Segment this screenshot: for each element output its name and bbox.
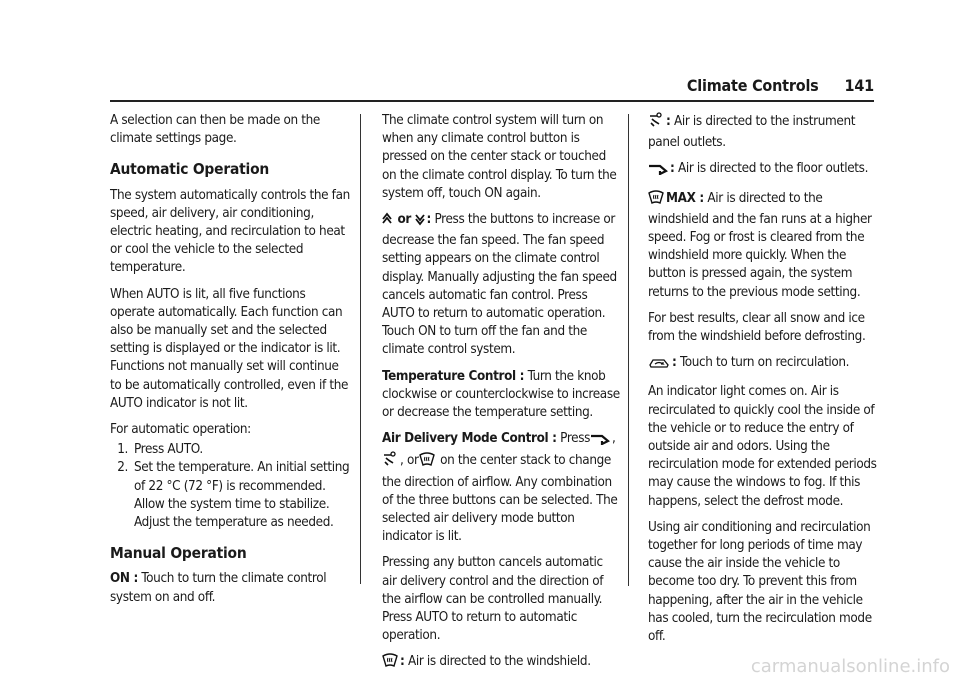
fan-down-icon bbox=[415, 212, 425, 232]
paragraph bbox=[648, 160, 880, 181]
windshield-defrost-icon bbox=[419, 452, 435, 473]
air-text: on the center stack to change the direction of airflow. Any combination of the three buttons can be selected. The selected air delivery mode button indicator is lit. bbox=[382, 453, 618, 545]
floor-colon: : bbox=[670, 161, 675, 177]
paragraph bbox=[382, 211, 620, 360]
recirculation-colon: : bbox=[672, 355, 677, 371]
air-delivery-label: Air Delivery Mode Control : bbox=[382, 431, 557, 447]
paragraph bbox=[648, 354, 880, 375]
paragraph bbox=[648, 190, 880, 302]
list-item bbox=[110, 459, 350, 532]
floor-vent-icon bbox=[590, 433, 610, 451]
step-number: 2. bbox=[117, 460, 128, 476]
air-or: , or bbox=[400, 453, 419, 469]
paragraph bbox=[382, 430, 620, 546]
page-number: 141 bbox=[844, 76, 874, 95]
manual-operation-heading: Manual Operation bbox=[110, 544, 247, 563]
section-title: Climate Controls bbox=[686, 76, 819, 95]
paragraph: Using air conditioning and recirculation together for long periods of time may cause the air inside the vehicle to become too dry. To prevent this from happening, after the air in the vehicle has cooled, turn the recirculation mode off. bbox=[648, 519, 872, 645]
windshield-colon: : bbox=[400, 654, 405, 670]
fan-or: or bbox=[397, 212, 412, 228]
recirculation-text: Touch to turn on recirculation. bbox=[679, 355, 850, 371]
paragraph bbox=[382, 368, 620, 423]
paragraph: The system automatically controls the fan speed, air delivery, air conditioning, electric heating, and recirculation to heat or cool the vehicle to the selected temperature. bbox=[110, 187, 350, 276]
paragraph: An indicator light comes on. Air is recirculated to quickly cool the inside of the vehicle or to reduce the entry of outside air and odors. Using the recirculation mode for extended periods may cause the windows to fog. If this happens, select the defrost mode. bbox=[648, 384, 877, 509]
on-label: ON : bbox=[110, 571, 138, 587]
windshield-text: Air is directed to the windshield. bbox=[407, 654, 591, 670]
column-divider bbox=[628, 114, 629, 586]
header-rule bbox=[110, 100, 874, 102]
air-comma: , bbox=[612, 431, 616, 447]
air-press: Press bbox=[560, 431, 591, 447]
fan-text: Press the buttons to increase or decrease the fan speed. The fan speed setting appears on the climate control display. Manually adjusting the fan speed cancels automatic fan control. Press AUTO to return to automatic operation. Touch ON to turn off the fan and the climate control system. bbox=[382, 212, 617, 358]
paragraph: When AUTO is lit, all five functions operate automatically. Each function can also be manually set and the selected setting is displayed or the indicator is lit. Functions not manually set will continue to be automatically controlled, even if the AUTO indicator is not lit. bbox=[110, 286, 349, 411]
column-1 bbox=[110, 112, 350, 615]
windshield-defrost-icon bbox=[648, 190, 664, 211]
watermark: carmanualsonline.info bbox=[750, 656, 950, 677]
floor-text: Air is directed to the floor outlets. bbox=[677, 161, 869, 177]
page-header bbox=[0, 76, 874, 95]
paragraph bbox=[648, 112, 880, 152]
panel-colon: : bbox=[666, 114, 671, 129]
paragraph bbox=[382, 653, 620, 674]
panel-vent-icon bbox=[382, 451, 398, 473]
list-item bbox=[110, 441, 350, 459]
intro-paragraph: A selection can then be made on the climate settings page. bbox=[110, 113, 320, 147]
max-label: MAX : bbox=[666, 190, 704, 206]
paragraph: For best results, clear all snow and ice from the windshield before defrosting. bbox=[648, 310, 866, 345]
steps-list bbox=[110, 441, 350, 532]
on-text: Touch to turn the climate control system on and off. bbox=[110, 571, 327, 605]
max-text: Air is directed to the windshield and the fan runs at a higher speed. Fog or frost is cleared from the windshield more quickly. When the button is pressed again, the system returns to the previous mode setting. bbox=[648, 190, 872, 300]
fan-colon: : bbox=[426, 212, 431, 228]
step-text: Press AUTO. bbox=[134, 442, 203, 458]
column-3 bbox=[648, 112, 880, 654]
windshield-defrost-icon bbox=[382, 653, 398, 674]
floor-vent-icon bbox=[648, 163, 668, 181]
recirculation-icon bbox=[648, 357, 670, 375]
paragraph: For automatic operation: bbox=[110, 422, 251, 438]
column-2 bbox=[382, 112, 620, 683]
panel-vent-icon bbox=[648, 112, 664, 134]
column-divider bbox=[360, 114, 361, 584]
temperature-control-label: Temperature Control : bbox=[382, 368, 525, 384]
automatic-operation-heading: Automatic Operation bbox=[110, 160, 270, 179]
temperature-control-text: Turn the knob clockwise or counterclockwise to increase or decrease the temperature setting. bbox=[382, 368, 620, 421]
step-number: 1. bbox=[117, 442, 128, 458]
paragraph bbox=[110, 570, 350, 606]
paragraph: Pressing any button cancels automatic air delivery control and the direction of the airflow can be controlled manually. Press AUTO to return to automatic operation. bbox=[382, 555, 604, 644]
fan-up-icon bbox=[382, 212, 392, 232]
step-text: Set the temperature. An initial setting of 22 °C (72 °F) is recommended. Allow the system time to stabilize. Adjust the temperature as needed. bbox=[134, 460, 350, 531]
panel-text: Air is directed to the instrument panel outlets. bbox=[648, 114, 856, 151]
paragraph: The climate control system will turn on when any climate control button is pressed on the center stack or touched on the climate control display. To turn the system off, touch ON again. bbox=[382, 113, 617, 201]
